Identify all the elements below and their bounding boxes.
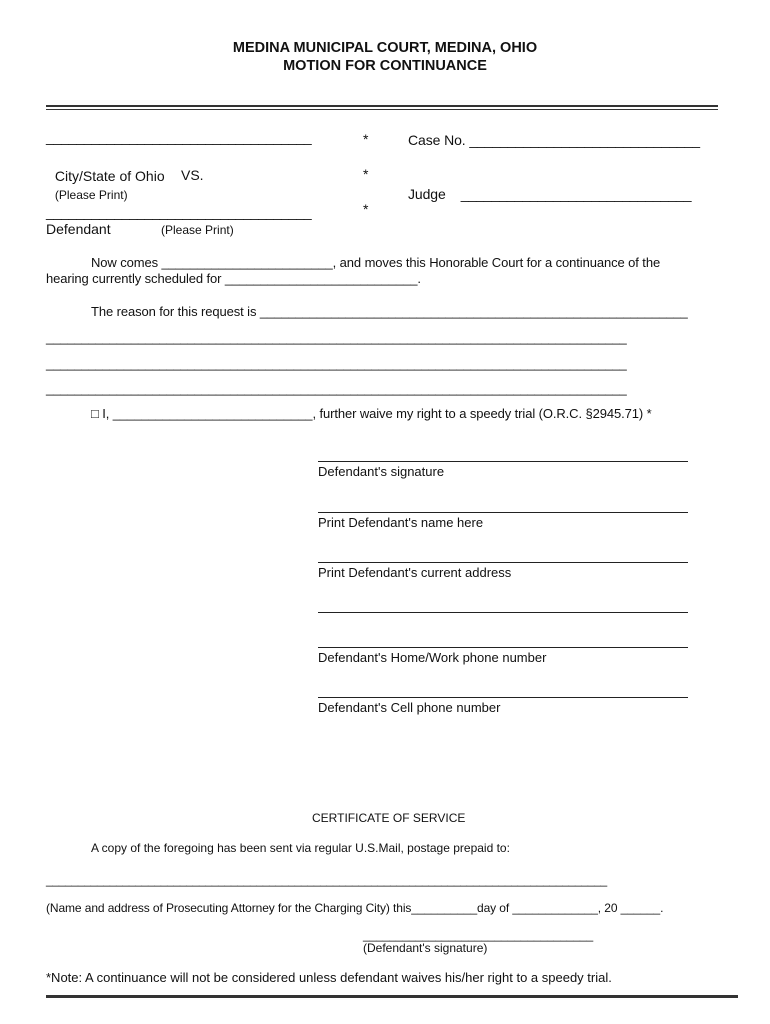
defendant-name-field[interactable]: ___________________________________ bbox=[46, 204, 312, 220]
plaintiff-label: City/State of Ohio bbox=[54, 168, 165, 184]
prosecutor-date-line[interactable]: (Name and address of Prosecuting Attorney for the Charging City) this__________day of _____________, 20 ______. bbox=[46, 901, 664, 915]
defendant-label: Defendant bbox=[46, 221, 111, 237]
address-line-2[interactable] bbox=[318, 612, 688, 613]
defendant-signature-label: Defendant's signature bbox=[318, 464, 445, 479]
now-comes-line[interactable]: Now comes ________________________, and moves this Honorable Court for a continuance of the bbox=[91, 255, 661, 270]
home-work-phone-label: Defendant's Home/Work phone number bbox=[318, 650, 547, 665]
court-name-heading: MEDINA MUNICIPAL COURT, MEDINA, OHIO bbox=[232, 40, 538, 56]
certificate-signature-label: (Defendant's signature) bbox=[363, 941, 488, 955]
current-address-label: Print Defendant's current address bbox=[318, 565, 512, 580]
speedy-trial-waiver[interactable]: □ I, ____________________________, further waive my right to a speedy trial (O.R.C. §2945.71) * bbox=[91, 406, 652, 421]
prosecutor-address-line[interactable]: ________________________________________________________________________________________ bbox=[46, 873, 607, 887]
print-name-label: Print Defendant's name here bbox=[318, 515, 484, 530]
plaintiff-print-hint: (Please Print) bbox=[54, 188, 128, 202]
name-line[interactable] bbox=[318, 512, 688, 513]
reason-line[interactable]: The reason for this request is ____________________________________________________________ bbox=[91, 304, 688, 319]
cell-phone-line[interactable] bbox=[318, 697, 688, 698]
hearing-scheduled-line[interactable]: hearing currently scheduled for ___________________________. bbox=[46, 271, 421, 286]
certificate-signature-line[interactable]: ___________________________________ bbox=[363, 928, 594, 942]
address-line[interactable] bbox=[318, 562, 688, 563]
plaintiff-name-field[interactable]: ___________________________________ bbox=[46, 129, 312, 145]
form-title: MOTION FOR CONTINUANCE bbox=[283, 58, 487, 74]
home-phone-line[interactable] bbox=[318, 647, 688, 648]
header-divider bbox=[46, 105, 718, 110]
judge-field[interactable]: Judge ______________________________ bbox=[408, 186, 692, 202]
signature-line[interactable] bbox=[318, 461, 688, 462]
certificate-heading: CERTIFICATE OF SERVICE bbox=[312, 811, 466, 825]
reason-blank-line[interactable]: __________________________________________________________________________________ bbox=[46, 356, 627, 371]
reason-blank-line[interactable]: __________________________________________________________________________________ bbox=[46, 330, 627, 345]
cell-phone-label: Defendant's Cell phone number bbox=[318, 700, 501, 715]
defendant-print-hint: (Please Print) bbox=[161, 223, 234, 237]
plaintiff-label-row bbox=[46, 150, 165, 204]
speedy-trial-note: *Note: A continuance will not be considered unless defendant waives his/her right to a speedy trial. bbox=[46, 970, 612, 985]
copy-sent-text: A copy of the foregoing has been sent via regular U.S.Mail, postage prepaid to: bbox=[91, 841, 510, 855]
caption-asterisk: * bbox=[363, 131, 369, 147]
versus-label: VS. bbox=[181, 167, 204, 183]
caption-asterisk: * bbox=[363, 166, 369, 182]
reason-blank-line[interactable]: __________________________________________________________________________________ bbox=[46, 381, 627, 396]
footer-rule bbox=[46, 995, 738, 998]
case-number-field[interactable]: Case No. ______________________________ bbox=[408, 132, 700, 148]
caption-asterisk: * bbox=[363, 201, 369, 217]
